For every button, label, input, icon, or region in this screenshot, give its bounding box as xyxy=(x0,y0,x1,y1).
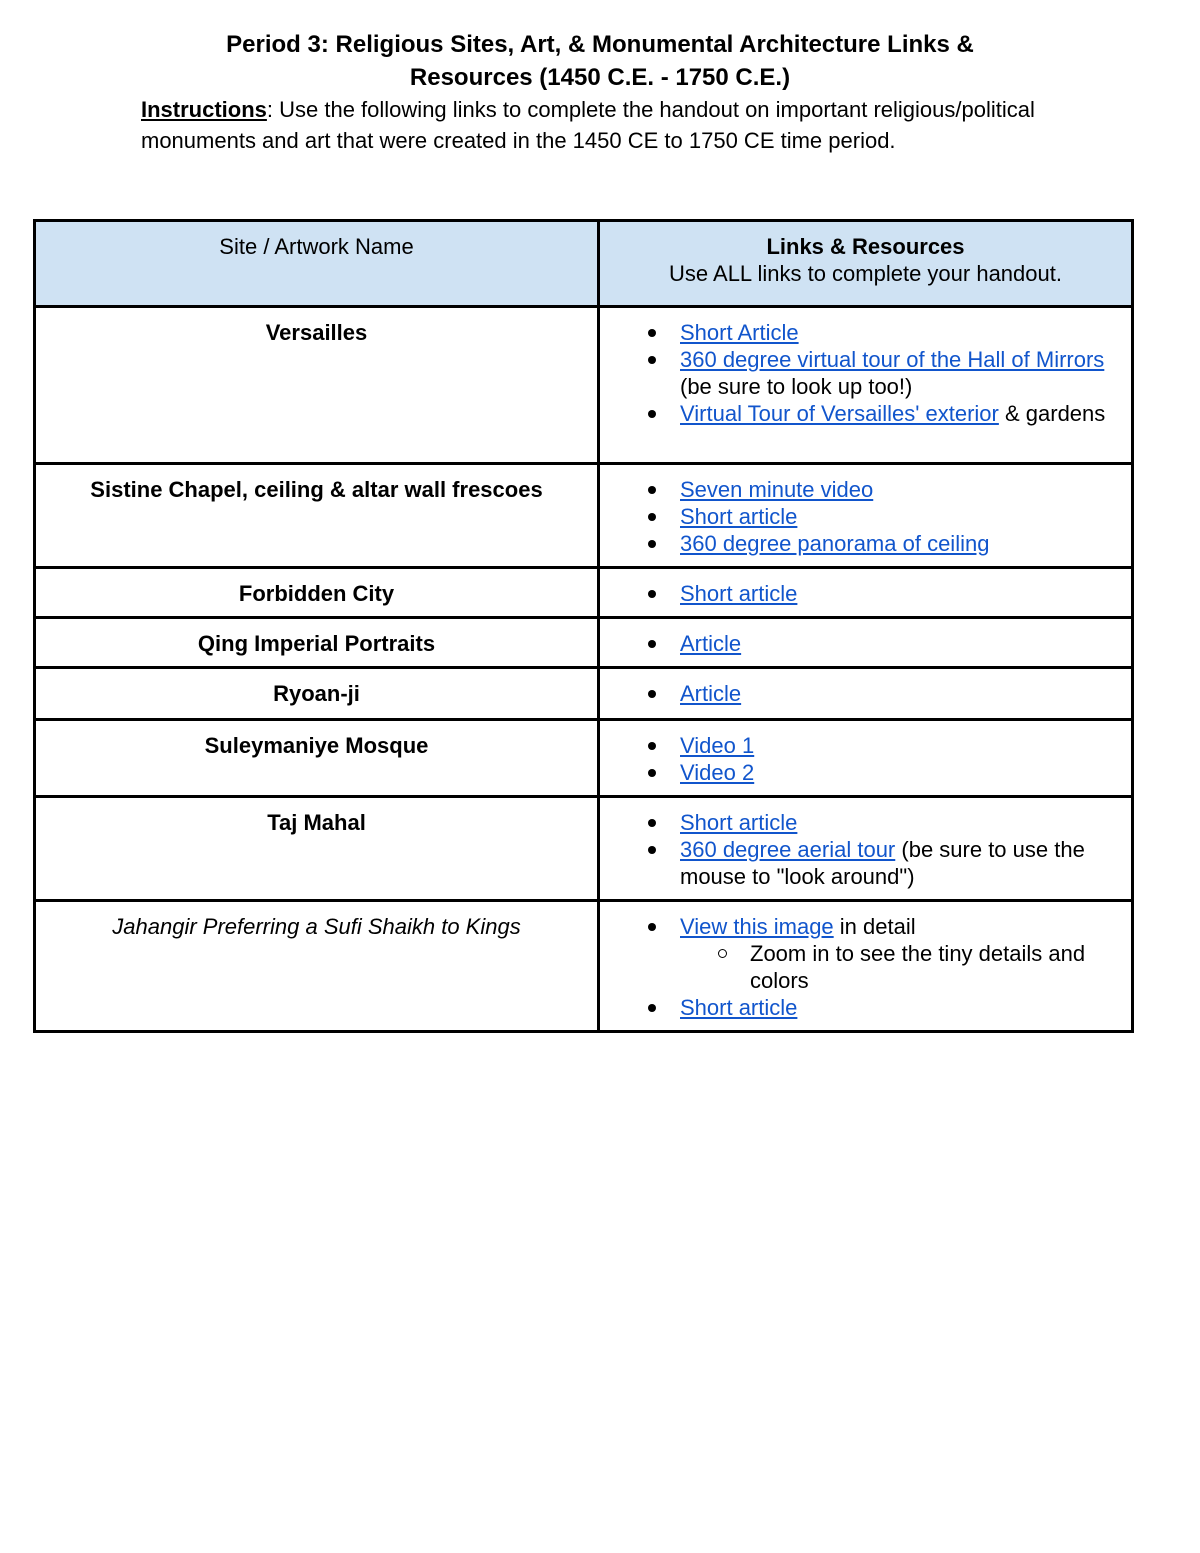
resource-note: (be sure to use the mouse to "look around") xyxy=(680,837,1085,889)
table-row xyxy=(35,568,1133,618)
resource-list-item xyxy=(600,476,1115,503)
resource-list-item xyxy=(600,319,1115,346)
resources-cell xyxy=(599,668,1133,720)
header-links-title: Links & Resources xyxy=(766,234,965,259)
resource-note: & gardens xyxy=(998,401,1106,426)
table-row xyxy=(35,307,1133,464)
resources-cell xyxy=(599,618,1133,668)
resource-list xyxy=(600,580,1115,607)
resource-list xyxy=(600,476,1115,557)
resource-link[interactable]: 360 degree virtual tour of the Hall of Mirrors xyxy=(680,347,1105,372)
resource-list-item xyxy=(600,580,1115,607)
table-body xyxy=(35,307,1133,1032)
resource-link[interactable]: Article xyxy=(680,681,742,706)
resource-link[interactable]: Seven minute video xyxy=(680,477,874,502)
resource-list xyxy=(600,732,1115,786)
site-name-cell: Sistine Chapel, ceiling & altar wall frescoes xyxy=(35,464,599,568)
resource-list-item xyxy=(600,759,1115,786)
resource-list-item xyxy=(600,732,1115,759)
instructions-label: Instructions xyxy=(141,97,267,122)
table-row xyxy=(35,901,1133,1032)
resource-list-item xyxy=(600,836,1115,890)
table-row xyxy=(35,668,1133,720)
resource-list-item xyxy=(600,503,1115,530)
site-name-cell: Forbidden City xyxy=(35,568,599,618)
title-line-1: Period 3: Religious Sites, Art, & Monumental Architecture Links & xyxy=(226,31,974,58)
table-row xyxy=(35,618,1133,668)
resource-note: (be sure to look up too!) xyxy=(680,374,913,399)
resource-link[interactable]: Article xyxy=(680,631,742,656)
resource-list-item xyxy=(600,994,1115,1021)
resource-note: in detail xyxy=(833,914,916,939)
table-row xyxy=(35,797,1133,901)
site-name-cell: Jahangir Preferring a Sufi Shaikh to Kings xyxy=(35,901,599,1032)
resource-list-item xyxy=(600,400,1115,427)
resource-link[interactable]: Short article xyxy=(680,504,798,529)
resource-link[interactable]: Short article xyxy=(680,581,798,606)
resources-cell xyxy=(599,797,1133,901)
resources-cell xyxy=(599,720,1133,797)
site-name-cell: Qing Imperial Portraits xyxy=(35,618,599,668)
resource-link[interactable]: Short article xyxy=(680,810,798,835)
resource-list xyxy=(600,319,1115,427)
resource-link[interactable]: Short article xyxy=(680,995,798,1020)
table-header-row xyxy=(35,221,1133,307)
resource-link[interactable]: Video 1 xyxy=(680,733,755,758)
resource-link[interactable]: Video 2 xyxy=(680,760,755,785)
resource-list xyxy=(600,809,1115,890)
resource-link[interactable]: 360 degree panorama of ceiling xyxy=(680,531,990,556)
site-name-cell: Versailles xyxy=(35,307,599,464)
resources-cell xyxy=(599,464,1133,568)
resource-list-item xyxy=(600,913,1115,994)
document-title xyxy=(100,28,1100,94)
resource-sublist xyxy=(680,940,1115,994)
resource-list xyxy=(600,680,1115,707)
resource-list-item xyxy=(600,680,1115,707)
resource-list-item xyxy=(600,346,1115,400)
resource-list xyxy=(600,630,1115,657)
header-links-subtitle: Use ALL links to complete your handout. xyxy=(669,261,1062,286)
table-row xyxy=(35,464,1133,568)
instructions-text: : Use the following links to complete the handout on important religious/political monuments and art that were created in the 1450 CE to 1750 CE time period. xyxy=(141,97,1035,153)
header-site-name: Site / Artwork Name xyxy=(35,221,599,307)
resource-list xyxy=(600,913,1115,1021)
site-name-cell: Ryoan-ji xyxy=(35,668,599,720)
resource-list-item xyxy=(600,809,1115,836)
resource-link[interactable]: Short Article xyxy=(680,320,799,345)
resource-link[interactable]: Virtual Tour of Versailles' exterior xyxy=(680,401,999,426)
site-name-cell: Taj Mahal xyxy=(35,797,599,901)
resources-cell xyxy=(599,901,1133,1032)
table-row xyxy=(35,720,1133,797)
resources-cell xyxy=(599,307,1133,464)
header-links-resources xyxy=(599,221,1133,307)
resource-subitem: Zoom in to see the tiny details and colors xyxy=(680,940,1115,994)
resource-list-item xyxy=(600,630,1115,657)
resource-link[interactable]: View this image xyxy=(680,914,834,939)
resource-list-item xyxy=(600,530,1115,557)
resource-link[interactable]: 360 degree aerial tour xyxy=(680,837,896,862)
instructions-paragraph xyxy=(141,94,1081,156)
resources-cell xyxy=(599,568,1133,618)
site-name-cell: Suleymaniye Mosque xyxy=(35,720,599,797)
title-line-2: Resources (1450 C.E. - 1750 C.E.) xyxy=(409,64,791,91)
links-table xyxy=(33,219,1134,1033)
